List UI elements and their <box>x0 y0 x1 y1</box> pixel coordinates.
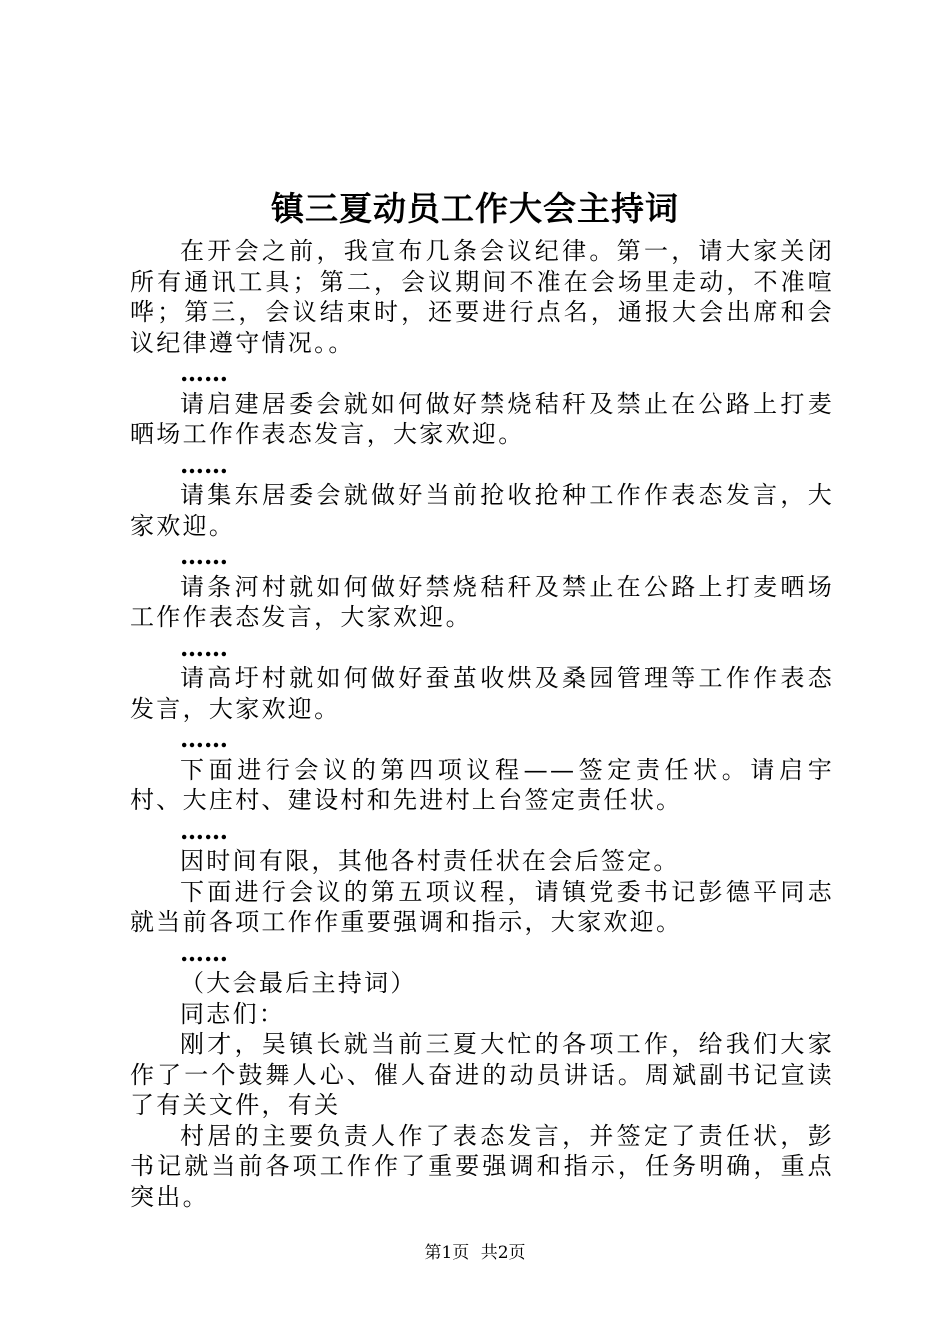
paragraph: 因时间有限，其他各村责任状在会后签定。 <box>180 847 680 875</box>
page-total: 共2页 <box>480 1243 526 1263</box>
ellipsis-marker: …… <box>180 815 228 845</box>
ellipsis-marker: …… <box>180 724 228 753</box>
paragraph: 请启建居委会就如何做好禁烧秸秆及禁止在公路上打麦晒场工作作表态发言，大家欢迎。 <box>130 389 834 448</box>
ellipsis-marker: …… <box>180 632 228 662</box>
paragraph: 下面进行会议的第四项议程——签定责任状。请启宇村、大庄村、建设村和先进村上台签定责任状。 <box>130 755 834 814</box>
ellipsis-marker: …… <box>180 937 228 967</box>
page-number: 第1页 <box>424 1243 470 1263</box>
ellipsis-marker: …… <box>180 541 228 570</box>
salutation: 同志们： <box>180 999 286 1028</box>
paragraph: 下面进行会议的第五项议程，请镇党委书记彭德平同志就当前各项工作作重要强调和指示，大家欢迎。 <box>130 877 834 936</box>
paragraph: 村居的主要负责人作了表态发言，并签定了责任状，彭书记就当前各项工作作了重要强调和指示，任务明确，重点突出。 <box>130 1121 834 1211</box>
ellipsis-marker: …… <box>180 449 228 479</box>
section-heading-closing-remarks: （大会最后主持词） <box>180 969 417 997</box>
paragraph: 在开会之前，我宣布几条会议纪律。第一，请大家关闭所有通讯工具；第二，会议期间不准在会场里走动，不准喧哗；第三，会议结束时，还要进行点名，通报大会出席和会议纪律遵守情况。。 <box>130 237 834 357</box>
paragraph: 请集东居委会就做好当前抢收抢种工作作表态发言，大家欢迎。 <box>130 481 834 540</box>
paragraph: 请条河村就如何做好禁烧秸秆及禁止在公路上打麦晒场工作作表态发言，大家欢迎。 <box>130 572 834 631</box>
paragraph: 请高圩村就如何做好蚕茧收烘及桑园管理等工作作表态发言，大家欢迎。 <box>130 664 834 723</box>
paragraph: 刚才，吴镇长就当前三夏大忙的各项工作，给我们大家作了一个鼓舞人心、催人奋进的动员讲话。周斌副书记宣读了有关文件，有关 <box>130 1030 834 1119</box>
document-title: 镇三夏动员工作大会主持词 <box>271 189 679 228</box>
page-footer <box>0 1241 950 1265</box>
ellipsis-marker: …… <box>180 358 228 387</box>
document-body <box>130 236 834 1212</box>
